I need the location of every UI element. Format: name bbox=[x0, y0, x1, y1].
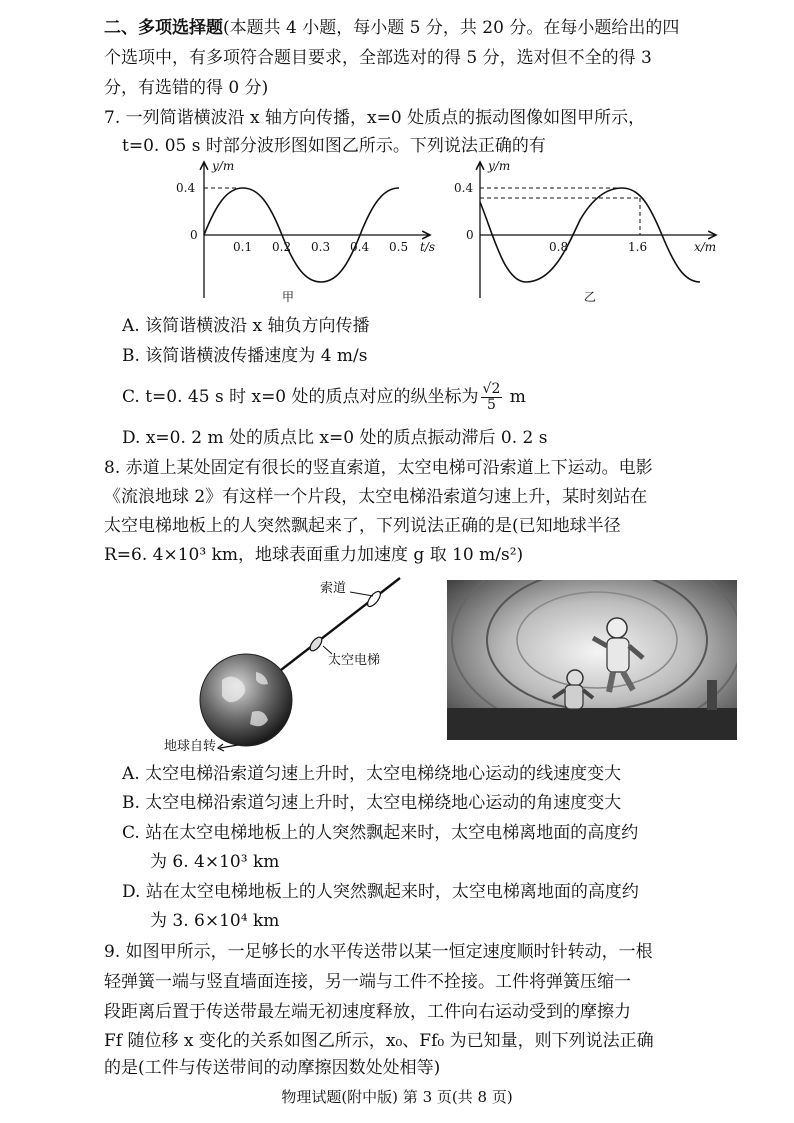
figure-caption: 甲 bbox=[282, 290, 295, 304]
q7-figure-vibration-graph bbox=[170, 158, 440, 306]
q8-stem-line-1: 8. 赤道上某处固定有很长的竖直索道，太空电梯可沿索道上下运动。电影 bbox=[104, 458, 653, 478]
elevator-car bbox=[308, 635, 324, 653]
x-tick: 0.4 bbox=[350, 240, 370, 254]
x-tick: 0.2 bbox=[272, 240, 292, 254]
unit: m bbox=[509, 387, 526, 407]
q7-option-c-text: C. t=0. 45 s 时 x=0 处的质点对应的纵坐标为 bbox=[122, 387, 479, 407]
fraction-denominator: 5 bbox=[486, 397, 496, 413]
section-header bbox=[104, 14, 679, 42]
fraction-numerator: √2 bbox=[482, 381, 501, 397]
q8-option-d-line-2: 为 3. 6×10⁴ km bbox=[150, 911, 280, 931]
q9-stem-line-5: 的是(工件与传送带间的动摩擦因数处处相等) bbox=[104, 1058, 441, 1078]
q7-option-d: D. x=0. 2 m 处的质点比 x=0 处的质点振动滞后 0. 2 s bbox=[122, 428, 548, 448]
q9-stem-line-4: Ff 随位移 x 变化的关系如图乙所示，x₀、Ff₀ 为已知量，则下列说法正确 bbox=[104, 1031, 654, 1051]
y-axis-label: y/m bbox=[212, 159, 235, 173]
section-title: 二、多项选择题 bbox=[104, 18, 223, 38]
q9-stem-line-1: 9. 如图甲所示，一足够长的水平传送带以某一恒定速度顺时针转动，一根 bbox=[104, 942, 653, 962]
rotation-label: 地球自转 bbox=[164, 739, 217, 754]
q8-option-c-line-1: C. 站在太空电梯地板上的人突然飘起来时，太空电梯离地面的高度约 bbox=[122, 823, 639, 843]
x-tick: 1.6 bbox=[628, 240, 648, 254]
earth-globe bbox=[200, 654, 292, 746]
cable-label: 索道 bbox=[320, 581, 347, 596]
rotation-arrow-icon bbox=[220, 745, 238, 748]
x-tick: 0.1 bbox=[233, 240, 253, 254]
x-tick: 0.8 bbox=[549, 240, 569, 254]
q8-option-d-line-1: D. 站在太空电梯地板上的人突然飘起来时，太空电梯离地面的高度约 bbox=[122, 882, 639, 902]
q7-option-a: A. 该简谐横波沿 x 轴负方向传播 bbox=[122, 316, 370, 336]
x-tick: 0.5 bbox=[389, 240, 409, 254]
q9-stem-line-3: 段距离后置于传送带最左端无初速度释放，工件向右运动受到的摩擦力 bbox=[104, 1002, 631, 1022]
cable-ring bbox=[365, 589, 382, 608]
q7-figure-waveform bbox=[448, 158, 728, 306]
y-axis-label: y/m bbox=[488, 159, 511, 173]
origin-label: 0 bbox=[190, 228, 198, 242]
q8-option-b: B. 太空电梯沿索道匀速上升时，太空电梯绕地心运动的角速度变大 bbox=[122, 793, 622, 813]
q7-option-c bbox=[122, 382, 526, 413]
origin-label: 0 bbox=[466, 228, 474, 242]
x-axis-label: x/m bbox=[694, 240, 717, 254]
y-tick: 0.4 bbox=[176, 181, 196, 195]
page-footer: 物理试题(附中版) 第 3 页(共 8 页) bbox=[281, 1088, 513, 1106]
q8-option-a: A. 太空电梯沿索道匀速上升时，太空电梯绕地心运动的线速度变大 bbox=[122, 764, 622, 784]
q7-stem-line-2: t=0. 05 s 时部分波形图如图乙所示。下列说法正确的有 bbox=[122, 136, 546, 156]
x-axis-label: t/s bbox=[420, 240, 436, 254]
q8-option-c-line-2: 为 6. 4×10³ km bbox=[150, 852, 280, 872]
q8-stem-line-3: 太空电梯地板上的人突然飘起来了，下列说法正确的是(已知地球半径 bbox=[104, 516, 621, 536]
section-intro-line-2: 个选项中，有多项符合题目要求，全部选对的得 5 分，选对但不全的得 3 bbox=[104, 48, 652, 68]
q7-option-b: B. 该简谐横波传播速度为 4 m/s bbox=[122, 346, 368, 366]
y-tick: 0.4 bbox=[454, 181, 474, 195]
figure-caption: 乙 bbox=[584, 290, 597, 304]
fraction bbox=[481, 382, 503, 413]
q8-figure-film-still bbox=[447, 580, 737, 740]
elevator-label: 太空电梯 bbox=[328, 653, 381, 668]
section-intro-line-3: 分，有选错的得 0 分) bbox=[104, 78, 269, 98]
q8-stem-line-4: R=6. 4×10³ km，地球表面重力加速度 g 取 10 m/s²) bbox=[104, 545, 524, 565]
q9-stem-line-2: 轻弹簧一端与竖直墙面连接，另一端与工件不拴接。工件将弹簧压缩一 bbox=[104, 972, 631, 992]
x-tick: 0.3 bbox=[311, 240, 331, 254]
q8-figure-space-elevator bbox=[160, 572, 430, 754]
q7-stem-line-1: 7. 一列简谐横波沿 x 轴方向传播，x=0 处质点的振动图像如图甲所示， bbox=[104, 108, 646, 128]
section-intro: (本题共 4 小题，每小题 5 分，共 20 分。在每小题给出的四 bbox=[223, 18, 680, 38]
q8-stem-line-2: 《流浪地球 2》有这样一个片段，太空电梯沿索道匀速上升，某时刻站在 bbox=[104, 487, 648, 507]
